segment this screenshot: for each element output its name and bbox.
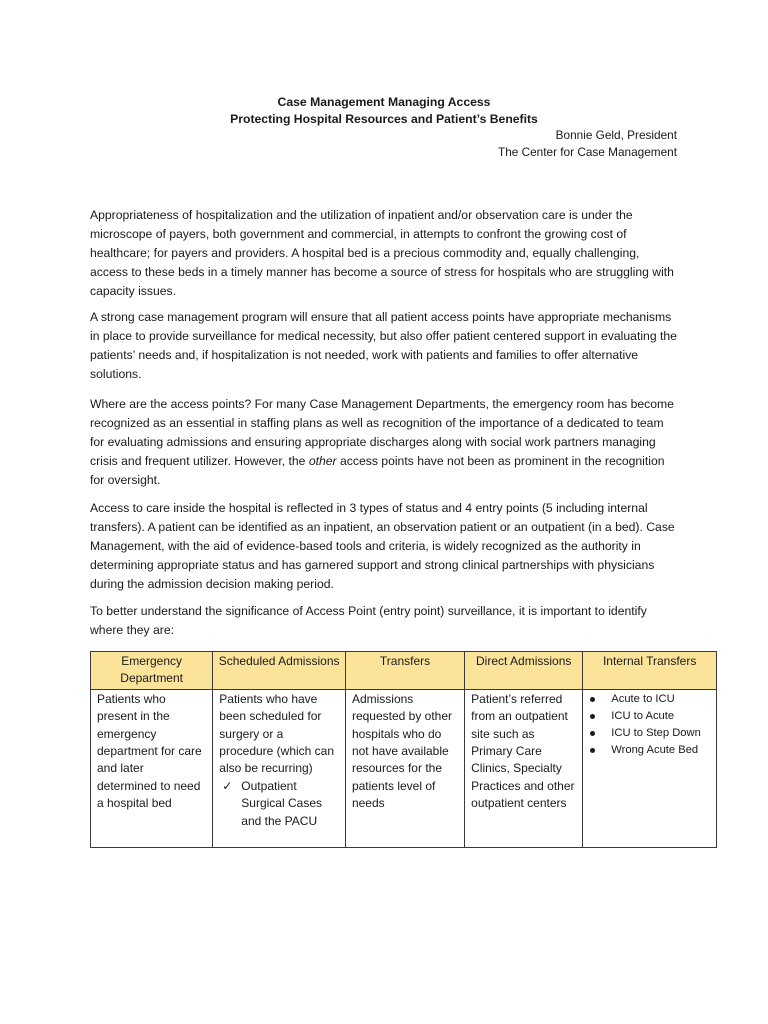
cell-emergency-department: Patients who present in the emergency department for care and later determined to need a hospital bed	[91, 689, 213, 847]
paragraph-table-intro: To better understand the significance of Access Point (entry point) surveillance, it is important to identify where they are:	[90, 604, 647, 637]
list-item	[589, 708, 710, 725]
document-title: Case Management Managing Access	[277, 95, 491, 109]
scheduled-check-list	[219, 778, 339, 830]
header-internal-transfers: Internal Transfers	[583, 652, 717, 690]
header-emergency-department: Emergency Department	[91, 652, 213, 690]
scheduled-admissions-text: Patients who have been scheduled for surgery or a procedure (which can also be recurring)	[219, 691, 335, 776]
list-item	[589, 742, 710, 759]
header-direct-admissions: Direct Admissions	[465, 652, 583, 690]
bullet-icon	[590, 731, 595, 736]
list-item-label: ICU to Step Down	[611, 726, 701, 739]
list-item	[589, 691, 710, 708]
list-item-label: Wrong Acute Bed	[611, 743, 699, 756]
check-item-label: Outpatient Surgical Cases and the PACU	[241, 778, 322, 828]
checkmark-icon: ✓	[222, 778, 233, 793]
cell-direct-admissions: Patient’s referred from an outpatient site such as Primary Care Clinics, Specialty Practices and other outpatient centers	[465, 689, 583, 847]
cell-internal-transfers	[583, 689, 717, 847]
paragraph-access-points-text-a: Where are the access points? For many Case Management Departments, the emergency room has become recognized as an essential in staffing plans as well as recognition of the importance of a dedicated to team for evaluating admissions and ensuring appropriate discharges along with social work partners managing crisis and frequent utilizer. However, the	[90, 397, 674, 468]
author-organization: The Center for Case Management	[497, 145, 677, 159]
author-name: Bonnie Geld, President	[555, 128, 677, 142]
access-points-table	[90, 651, 717, 848]
cell-scheduled-admissions	[213, 689, 346, 847]
emphasis-other: other	[308, 453, 337, 468]
bullet-icon	[590, 748, 595, 753]
table-header-row	[91, 652, 717, 690]
list-item	[589, 725, 710, 742]
bullet-icon	[590, 714, 595, 719]
paragraph-case-management-program: A strong case management program will ensure that all patient access points have appropriate mechanisms in place to provide surveillance for medical necessity, but also offer patient centered support in evaluating the patients’ needs and, if hospitalization is not needed, work with patients and families to offer alternative solutions.	[90, 310, 677, 381]
list-item-label: ICU to Acute	[611, 709, 675, 722]
list-item	[219, 778, 339, 830]
document-subtitle: Protecting Hospital Resources and Patient’s Benefits	[230, 112, 538, 126]
table-row	[91, 689, 717, 847]
header-transfers: Transfers	[345, 652, 464, 690]
paragraph-appropriateness: Appropriateness of hospitalization and the utilization of inpatient and/or observation care is under the microscope of payers, both government and commercial, in attempts to confront the growing cost of healthcare; for payers and providers. A hospital bed is a precious commodity and, equally challenging, access to these beds in a timely manner has become a source of stress for hospitals who are struggling with capacity issues.	[90, 208, 674, 298]
paragraph-access-to-care: Access to care inside the hospital is reflected in 3 types of status and 4 entry points (5 including internal transfers). A patient can be identified as an inpatient, an observation patient or an outpatient (in a bed). Case Management, with the aid of evidence-based tools and criteria, is widely recognized as the authority in determining appropriate status and has garnered support and strong clinical partnerships with physicians during the admission decision making period.	[90, 501, 675, 591]
cell-transfers: Admissions requested by other hospitals who do not have available resources for the patients level of needs	[345, 689, 464, 847]
header-scheduled-admissions: Scheduled Admissions	[213, 652, 346, 690]
paragraph-access-points	[90, 395, 680, 490]
internal-transfers-list	[589, 691, 710, 759]
paragraph-access-points-text-b: access points have not been as prominent in the recognition for oversight.	[90, 453, 665, 487]
list-item-label: Acute to ICU	[611, 692, 675, 705]
bullet-icon	[590, 697, 595, 702]
